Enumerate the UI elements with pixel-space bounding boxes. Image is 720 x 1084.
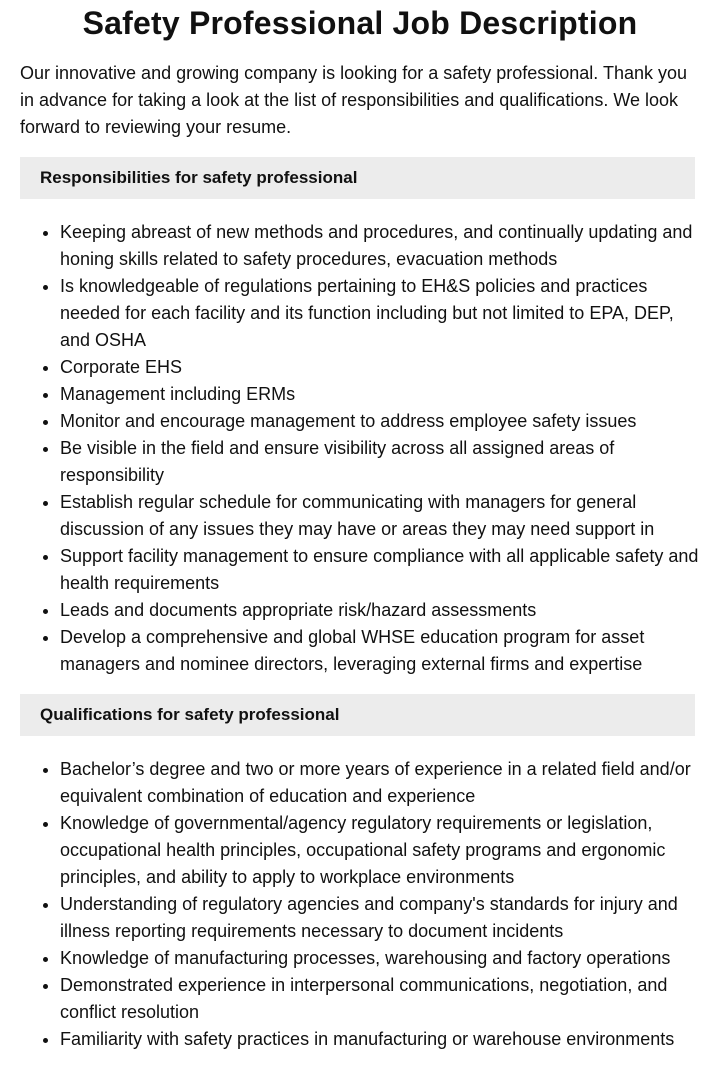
list-item: • Keeping abreast of new methods and procedures, and continually updating and honing skills related to safety procedures, evacuation methods <box>60 219 700 273</box>
list-item: • Knowledge of governmental/agency regulatory requirements or legislation, occupational health principles, occupational safety programs and ergonomic principles, and ability to apply to workplace environments <box>60 810 700 891</box>
list-item: • Support facility management to ensure compliance with all applicable safety and health requirements <box>60 543 700 597</box>
qualifications-list <box>20 756 700 1053</box>
list-item: • Is knowledgeable of regulations pertaining to EH&S policies and practices needed for each facility and its function including but not limited to EPA, DEP, and OSHA <box>60 273 700 354</box>
qualifications-heading: Qualifications for safety professional <box>20 694 695 736</box>
list-item: • Demonstrated experience in interpersonal communications, negotiation, and conflict resolution <box>60 972 700 1026</box>
list-item: • Management including ERMs <box>60 381 700 408</box>
list-item: • Familiarity with safety practices in manufacturing or warehouse environments <box>60 1026 700 1053</box>
page-title: Safety Professional Job Description <box>82 5 638 41</box>
list-item: • Corporate EHS <box>60 354 700 381</box>
list-item: • Monitor and encourage management to address employee safety issues <box>60 408 700 435</box>
list-item: • Bachelor’s degree and two or more years of experience in a related field and/or equivalent combination of education and experience <box>60 756 700 810</box>
intro-paragraph: Our innovative and growing company is looking for a safety professional. Thank you in advance for taking a look at the list of responsibilities and qualifications. We look forward to reviewing your resume. <box>20 63 688 137</box>
list-item: • Develop a comprehensive and global WHSE education program for asset managers and nominee directors, leveraging external firms and expertise <box>60 624 700 678</box>
list-item: • Leads and documents appropriate risk/hazard assessments <box>60 597 700 624</box>
responsibilities-heading: Responsibilities for safety professional <box>20 157 695 199</box>
list-item: • Establish regular schedule for communicating with managers for general discussion of any issues they may have or areas they may need support in <box>60 489 700 543</box>
responsibilities-list <box>20 219 700 678</box>
list-item: • Be visible in the field and ensure visibility across all assigned areas of responsibility <box>60 435 700 489</box>
list-item: • Knowledge of manufacturing processes, warehousing and factory operations <box>60 945 700 972</box>
list-item: • Understanding of regulatory agencies and company's standards for injury and illness reporting requirements necessary to document incidents <box>60 891 700 945</box>
